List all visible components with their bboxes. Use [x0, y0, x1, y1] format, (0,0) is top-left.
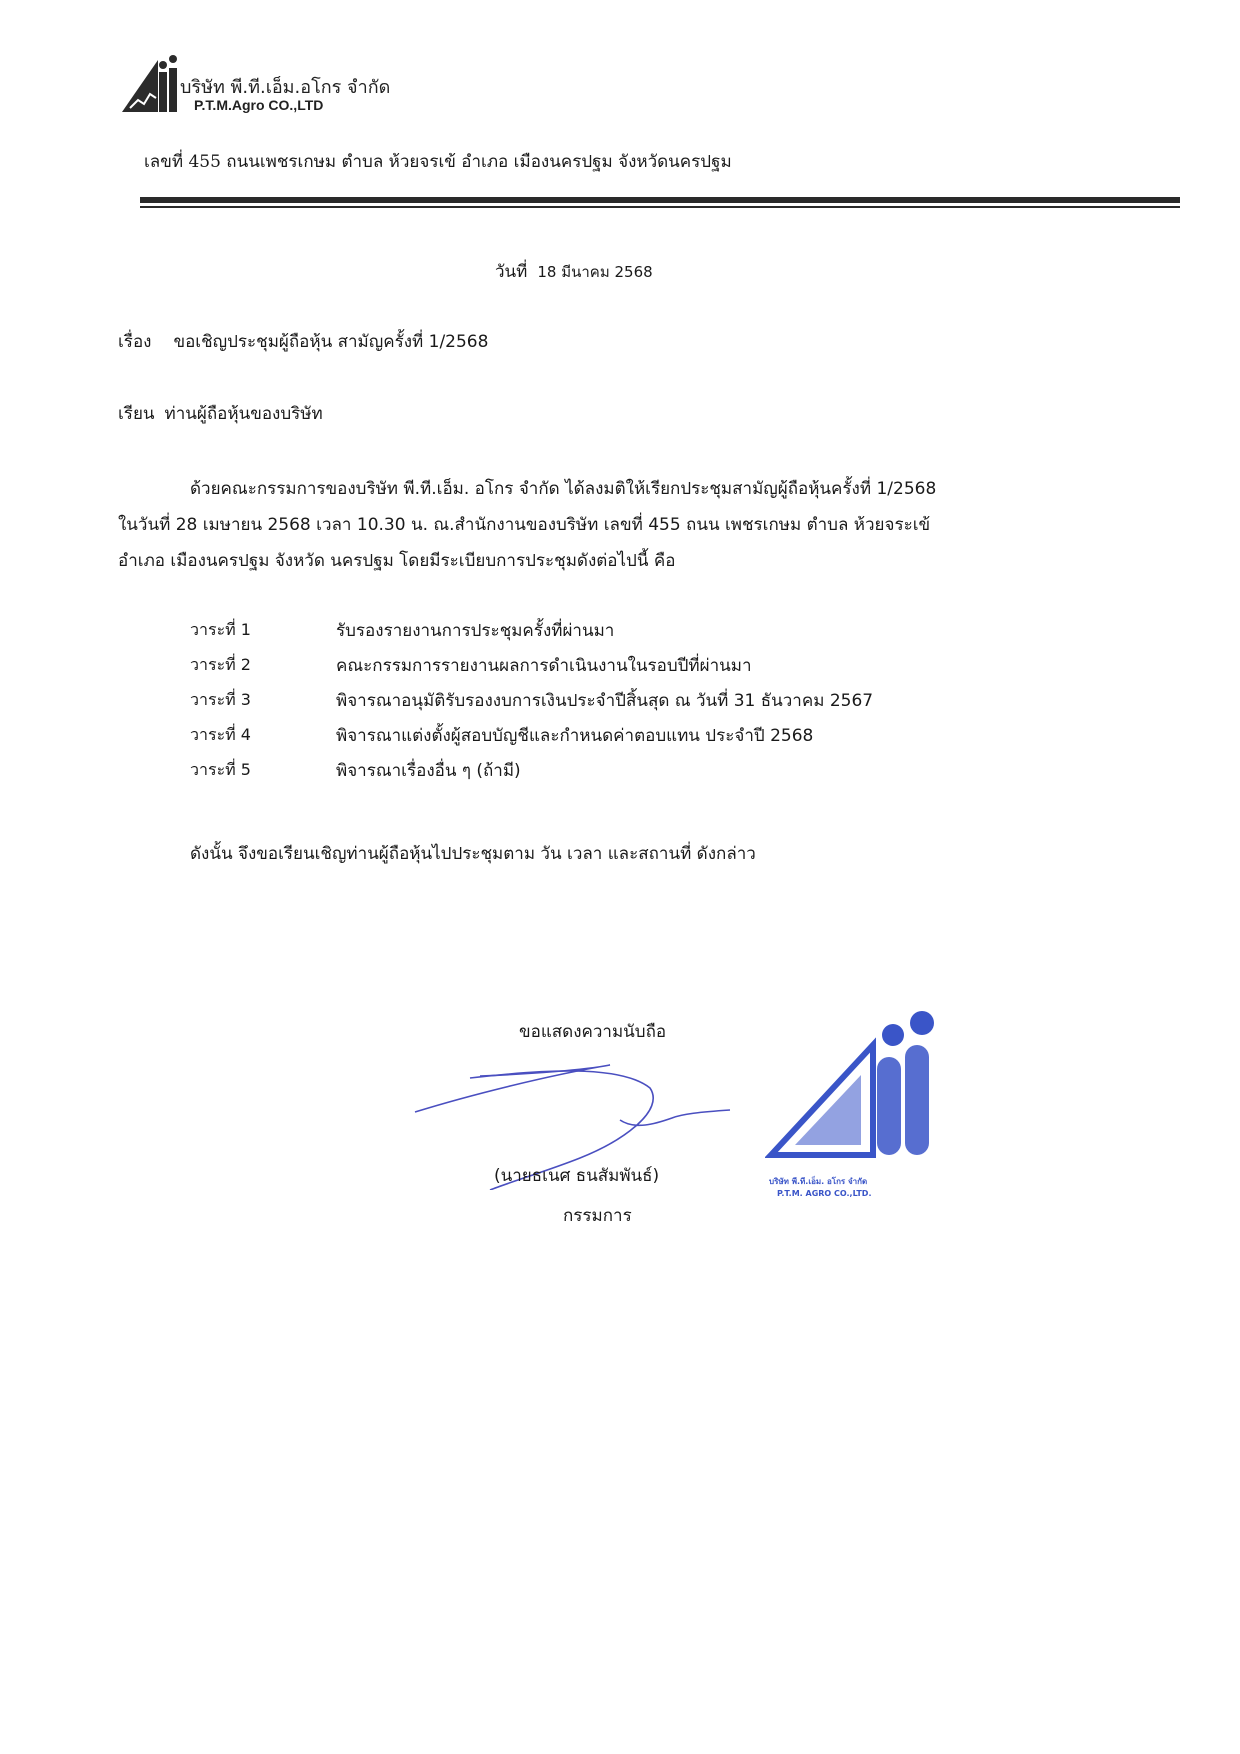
company-name-english: P.T.M.Agro CO.,LTD [194, 97, 324, 113]
agenda-item: พิจารณาเรื่องอื่น ๆ (ถ้ามี) [336, 761, 521, 781]
agenda-number: วาระที่ 5 [190, 760, 251, 779]
date-value: 18 มีนาคม 2568 [537, 263, 653, 281]
letter-date [495, 258, 653, 285]
company-logo-icon [118, 50, 180, 120]
seal-logo-icon [765, 1005, 940, 1175]
agenda-item: พิจารณาอนุมัติรับรองงบการเงินประจำปีสิ้นสุด ณ วันที่ 31 ธันวาคม 2567 [336, 691, 874, 711]
body-line: ด้วยคณะกรรมการของบริษัท พี.ที.เอ็ม. อโกร จำกัด ได้ลงมติให้เรียกประชุมสามัญผู้ถือหุ้นครั้งที่ 1/2568 [190, 479, 937, 499]
agenda-item: คณะกรรมการรายงานผลการดำเนินงานในรอบปีที่ผ่านมา [336, 656, 752, 676]
subject-label: เรื่อง [118, 332, 152, 352]
header-rule-thin [140, 206, 1180, 208]
subject-text: ขอเชิญประชุมผู้ถือหุ้น สามัญครั้งที่ 1/2568 [173, 332, 489, 352]
agenda-item: รับรองรายงานการประชุมครั้งที่ผ่านมา [336, 621, 615, 641]
agenda-number: วาระที่ 2 [190, 655, 251, 674]
agenda-number: วาระที่ 1 [190, 620, 251, 639]
body-line: อำเภอ เมืองนครปฐม จังหวัด นครปฐม โดยมีระเบียบการประชุมดังต่อไปนี้ คือ [118, 551, 676, 571]
company-name-thai: บริษัท พี.ที.เอ็ม.อโกร จำกัด [180, 77, 391, 98]
closing-text: ดังนั้น จึงขอเรียนเชิญท่านผู้ถือหุ้นไปประชุมตาม วัน เวลา และสถานที่ ดังกล่าว [190, 844, 756, 864]
company-address: เลขที่ 455 ถนนเพชรเกษม ตำบล ห้วยจรเข้ อำเภอ เมืองนครปฐม จังหวัดนครปฐม [144, 152, 732, 172]
agenda-item: พิจารณาแต่งตั้งผู้สอบบัญชีและกำหนดค่าตอบแทน ประจำปี 2568 [336, 726, 814, 746]
company-seal-stamp [765, 1005, 940, 1205]
header-rule-thick [140, 197, 1180, 203]
regards-text: ขอแสดงความนับถือ [519, 1022, 667, 1042]
seal-text-english: P.T.M. AGRO CO.,LTD. [777, 1189, 872, 1198]
signer-position: กรรมการ [563, 1206, 632, 1226]
date-label: วันที่ [495, 262, 528, 282]
body-line: ในวันที่ 28 เมษายน 2568 เวลา 10.30 น. ณ.สำนักงานของบริษัท เลขที่ 455 ถนน เพชรเกษม ตำบล ห้วยจระเข้ [118, 515, 931, 535]
agenda-number: วาระที่ 3 [190, 690, 251, 709]
letter-salutation [118, 400, 323, 427]
salutation-text: ท่านผู้ถือหุ้นของบริษัท [164, 404, 323, 424]
seal-text-thai: บริษัท พี.ที.เอ็ม. อโกร จำกัด [769, 1177, 868, 1186]
salutation-label: เรียน [118, 404, 155, 424]
signer-name: (นายธเนศ ธนสัมพันธ์) [494, 1166, 660, 1186]
agenda-number: วาระที่ 4 [190, 725, 251, 744]
letter-subject [118, 328, 488, 355]
